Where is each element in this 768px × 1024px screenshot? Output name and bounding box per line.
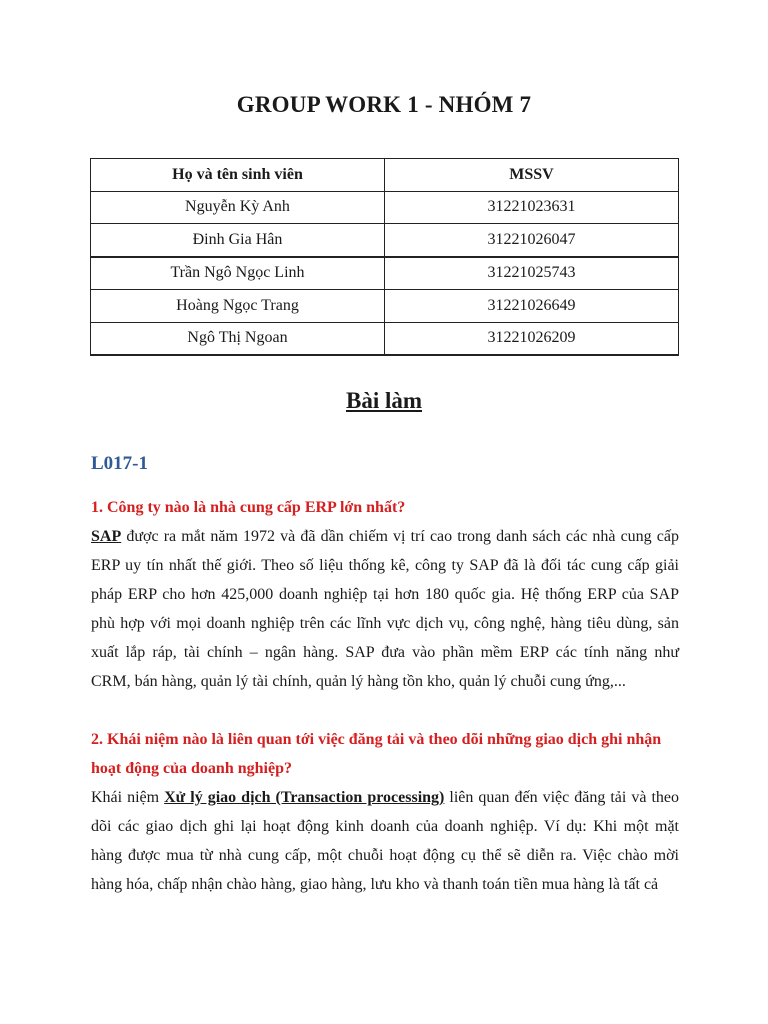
answer-2-line [91, 783, 679, 812]
answer-2-text: liên quan đến việc đăng tải và theo [444, 789, 679, 806]
student-id: 31221023631 [385, 191, 679, 224]
answer-1-line: pháp ERP cho hơn 425,000 doanh nghiệp tại hơn 180 quốc gia. Hệ thống ERP của SAP [91, 586, 679, 603]
question-1: 1. Công ty nào là nhà cung cấp ERP lớn nhất? [91, 499, 406, 516]
question-2 [91, 725, 679, 783]
table-row [91, 257, 679, 290]
question-2-line: hoạt động của doanh nghiệp? [91, 760, 292, 777]
document-title: GROUP WORK 1 - NHÓM 7 [236, 92, 532, 117]
student-id: 31221025743 [385, 257, 679, 290]
answer-2-line: dõi các giao dịch ghi lại hoạt động kinh doanh của doanh nghiệp. Ví dụ: Khi một mặt [91, 818, 679, 835]
answer-1-line: phù hợp với mọi doanh nghiệp trên các lĩnh vực dịch vụ, công nghệ, hàng tiêu dùng, sản [91, 615, 679, 632]
answer-1-text: được ra mắt năm 1972 và đã dần chiếm vị trí cao trong danh sách các nhà cung cấp [121, 528, 679, 545]
student-name: Trần Ngô Ngọc Linh [91, 257, 385, 290]
answer-1-line: CRM, bán hàng, quản lý tài chính, quản lý hàng tồn kho, quản lý chuỗi cung ứng,... [91, 673, 626, 690]
answer-2-paragraph [91, 783, 679, 899]
header-name: Họ và tên sinh viên [91, 159, 385, 192]
student-id: 31221026649 [385, 290, 679, 323]
answer-2-keyword: Xử lý giao dịch (Transaction processing) [164, 789, 445, 806]
answer-1-line: ERP uy tín nhất thế giới. Theo số liệu thống kê, công ty SAP đã là đối tác cung cấp giải [91, 557, 679, 574]
student-name: Nguyễn Kỳ Anh [91, 191, 385, 224]
answer-1-paragraph [91, 522, 679, 696]
table-row [91, 290, 679, 323]
student-name: Đinh Gia Hân [91, 224, 385, 257]
answer-1-line [91, 522, 679, 551]
answer-2-line: hàng được mua từ nhà cung cấp, một chuỗi hoạt động cụ thể sẽ diễn ra. Việc chào mời [91, 847, 679, 864]
header-student-id: MSSV [385, 159, 679, 192]
answer-1-keyword: SAP [91, 528, 122, 545]
answer-2-line: hàng hóa, chấp nhận chào hàng, giao hàng, lưu kho và thanh toán tiền mua hàng là tất cả [91, 876, 659, 893]
section-title: Bài làm [345, 388, 423, 413]
question-2-line: 2. Khái niệm nào là liên quan tới việc đăng tải và theo dõi những giao dịch ghi nhận [91, 731, 662, 748]
exercise-code-heading: L017-1 [91, 453, 148, 474]
table-row [91, 322, 679, 355]
answer-2-text: Khái niệm [91, 789, 165, 806]
student-id: 31221026047 [385, 224, 679, 257]
student-table [90, 158, 679, 356]
table-row [91, 191, 679, 224]
student-id: 31221026209 [385, 322, 679, 355]
table-header-row [91, 159, 679, 192]
table-row [91, 224, 679, 257]
student-name: Hoàng Ngọc Trang [91, 290, 385, 323]
student-name: Ngô Thị Ngoan [91, 322, 385, 355]
answer-1-line: xuất lắp ráp, tài chính – ngân hàng. SAP đưa vào phần mềm ERP các tính năng như [91, 644, 679, 661]
